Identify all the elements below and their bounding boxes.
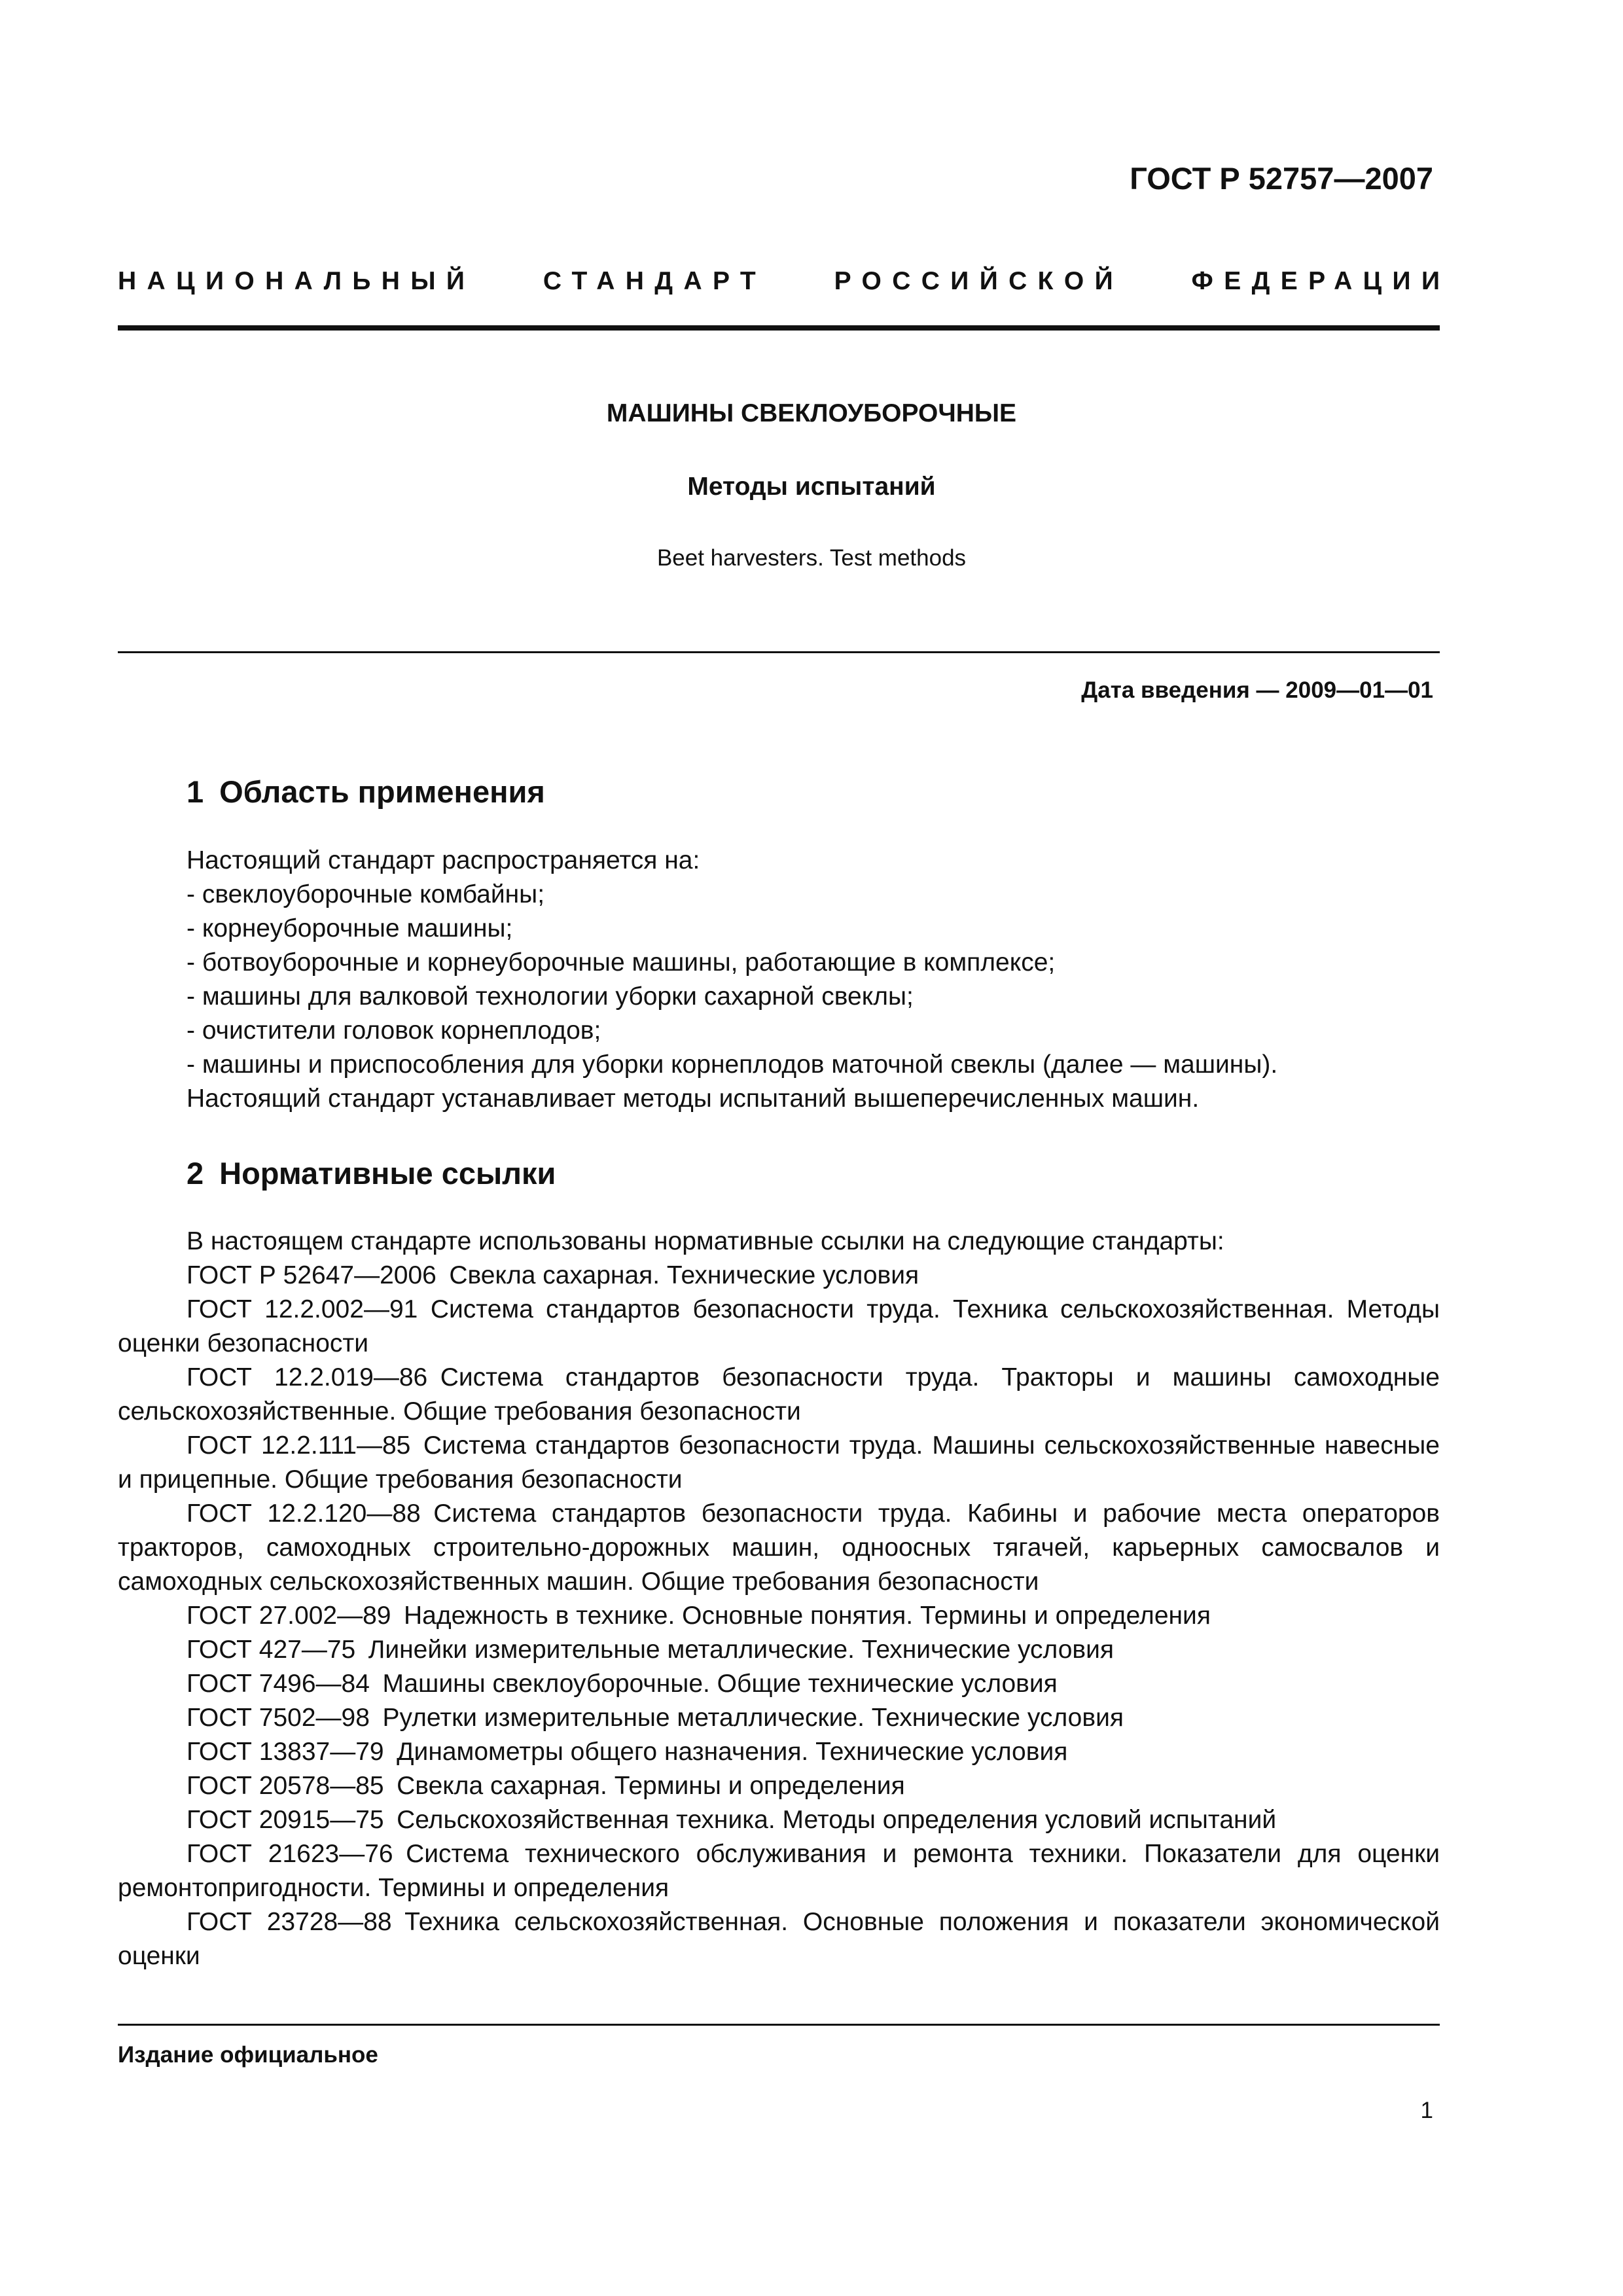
- section-2-heading: [187, 1155, 556, 1191]
- national-title-word: ФЕДЕРАЦИИ: [1191, 267, 1451, 295]
- reference-code: ГОСТ 13837—79: [187, 1738, 384, 1766]
- reference-code: ГОСТ 20578—85: [187, 1772, 384, 1800]
- reference-code: ГОСТ 12.2.120—88: [187, 1499, 421, 1528]
- reference-title: Рулетки измерительные металлические. Технические условия: [382, 1704, 1124, 1732]
- section-number: 1: [187, 774, 204, 809]
- reference-entry: [118, 1259, 1440, 1293]
- reference-code: ГОСТ 12.2.002—91: [187, 1295, 418, 1323]
- reference-entry: [118, 1633, 1440, 1667]
- document-number: ГОСТ Р 52757—2007: [1130, 161, 1433, 196]
- reference-entry: [118, 1837, 1440, 1905]
- header-divider: [118, 325, 1440, 331]
- reference-title: Свекла сахарная. Технические условия: [449, 1261, 919, 1289]
- footer-divider: [118, 2024, 1440, 2026]
- reference-code: ГОСТ 23728—88: [187, 1908, 392, 1936]
- list-item: - свеклоуборочные комбайны;: [187, 880, 545, 908]
- reference-entry: [118, 1769, 1440, 1803]
- english-title: Beet harvesters. Test methods: [656, 545, 967, 571]
- list-item: - очистители головок корнеплодов;: [187, 1016, 601, 1045]
- section-title: Нормативные ссылки: [219, 1156, 556, 1191]
- list-item: - машины для валковой технологии уборки сахарной свеклы;: [187, 982, 914, 1011]
- document-subtitle: Методы испытаний: [687, 473, 936, 501]
- reference-code: ГОСТ Р 52647—2006: [187, 1261, 437, 1289]
- reference-code: ГОСТ 27.002—89: [187, 1602, 391, 1630]
- reference-title: Система стандартов безопасности труда. Техника сельскохозяйственная. Методы оценки безопасности: [118, 1295, 1440, 1357]
- reference-code: ГОСТ 427—75: [187, 1636, 356, 1664]
- introduction-date: Дата введения — 2009—01—01: [1081, 677, 1433, 703]
- national-title-word: НАЦИОНАЛЬНЫЙ: [118, 267, 476, 295]
- reference-entry: [118, 1701, 1440, 1735]
- reference-title: Линейки измерительные металлические. Технические условия: [368, 1636, 1115, 1664]
- national-standard-title: [118, 267, 1451, 296]
- section-number: 2: [187, 1156, 204, 1191]
- reference-code: ГОСТ 7496—84: [187, 1670, 370, 1698]
- reference-code: ГОСТ 7502—98: [187, 1704, 370, 1732]
- reference-title: Динамометры общего назначения. Технические условия: [397, 1738, 1068, 1766]
- normative-references: [118, 1225, 1440, 1973]
- reference-entry: [118, 1293, 1440, 1361]
- reference-entry: [118, 1803, 1440, 1837]
- reference-entry: [118, 1361, 1440, 1429]
- section-1-body: [187, 844, 1440, 1116]
- reference-title: Надежность в технике. Основные понятия. Термины и определения: [403, 1602, 1211, 1630]
- reference-title: Система стандартов безопасности труда. Кабины и рабочие места операторов тракторов, самоходных строительно-дорожных машин, одноосных тягачей, карьерных самосвалов и самоходных сельскохозяйственных машин. Общие требования безопасности: [118, 1499, 1440, 1596]
- reference-title: Сельскохозяйственная техника. Методы определения условий испытаний: [397, 1806, 1277, 1834]
- reference-entry: [118, 1429, 1440, 1497]
- reference-code: ГОСТ 12.2.019—86: [187, 1363, 428, 1391]
- reference-title: Техника сельскохозяйственная. Основные положения и показатели экономической оценки: [118, 1908, 1440, 1970]
- page-number: 1: [1420, 2098, 1433, 2123]
- reference-entry: [118, 1667, 1440, 1701]
- list-item: - ботвоуборочные и корнеуборочные машины, работающие в комплексе;: [187, 948, 1056, 977]
- reference-title: Свекла сахарная. Термины и определения: [397, 1772, 905, 1800]
- reference-code: ГОСТ 21623—76: [187, 1840, 393, 1868]
- reference-title: Система стандартов безопасности труда. Машины сельскохозяйственные навесные и прицепные. Общие требования безопасности: [118, 1431, 1440, 1494]
- national-title-word: СТАНДАРТ: [543, 267, 767, 295]
- reference-entry: [118, 1735, 1440, 1769]
- reference-entry: [118, 1497, 1440, 1599]
- list-item: - машины и приспособления для уборки корнеплодов маточной свеклы (далее — машины).: [187, 1050, 1278, 1079]
- text-line: Настоящий стандарт устанавливает методы испытаний вышеперечисленных машин.: [187, 1085, 1200, 1113]
- reference-title: Машины свеклоуборочные. Общие технические условия: [382, 1670, 1058, 1698]
- document-title: МАШИНЫ СВЕКЛОУБОРОЧНЫЕ: [606, 399, 1017, 427]
- reference-title: Система технического обслуживания и ремонта техники. Показатели для оценки ремонтопригодности. Термины и определения: [118, 1840, 1440, 1902]
- reference-title: Система стандартов безопасности труда. Тракторы и машины самоходные сельскохозяйственные. Общие требования безопасности: [118, 1363, 1440, 1426]
- section-1-heading: [187, 774, 545, 810]
- national-title-word: РОССИЙСКОЙ: [834, 267, 1124, 295]
- reference-code: ГОСТ 12.2.111—85: [187, 1431, 411, 1460]
- section-title: Область применения: [219, 774, 545, 809]
- title-divider: [118, 651, 1440, 653]
- edition-label: Издание официальное: [118, 2042, 378, 2068]
- text-line: Настоящий стандарт распространяется на:: [187, 846, 700, 874]
- list-item: - корнеуборочные машины;: [187, 914, 513, 942]
- reference-code: ГОСТ 20915—75: [187, 1806, 384, 1834]
- reference-entry: [118, 1599, 1440, 1633]
- references-intro: В настоящем стандарте использованы нормативные ссылки на следующие стандарты:: [187, 1227, 1224, 1255]
- reference-entry: [118, 1905, 1440, 1973]
